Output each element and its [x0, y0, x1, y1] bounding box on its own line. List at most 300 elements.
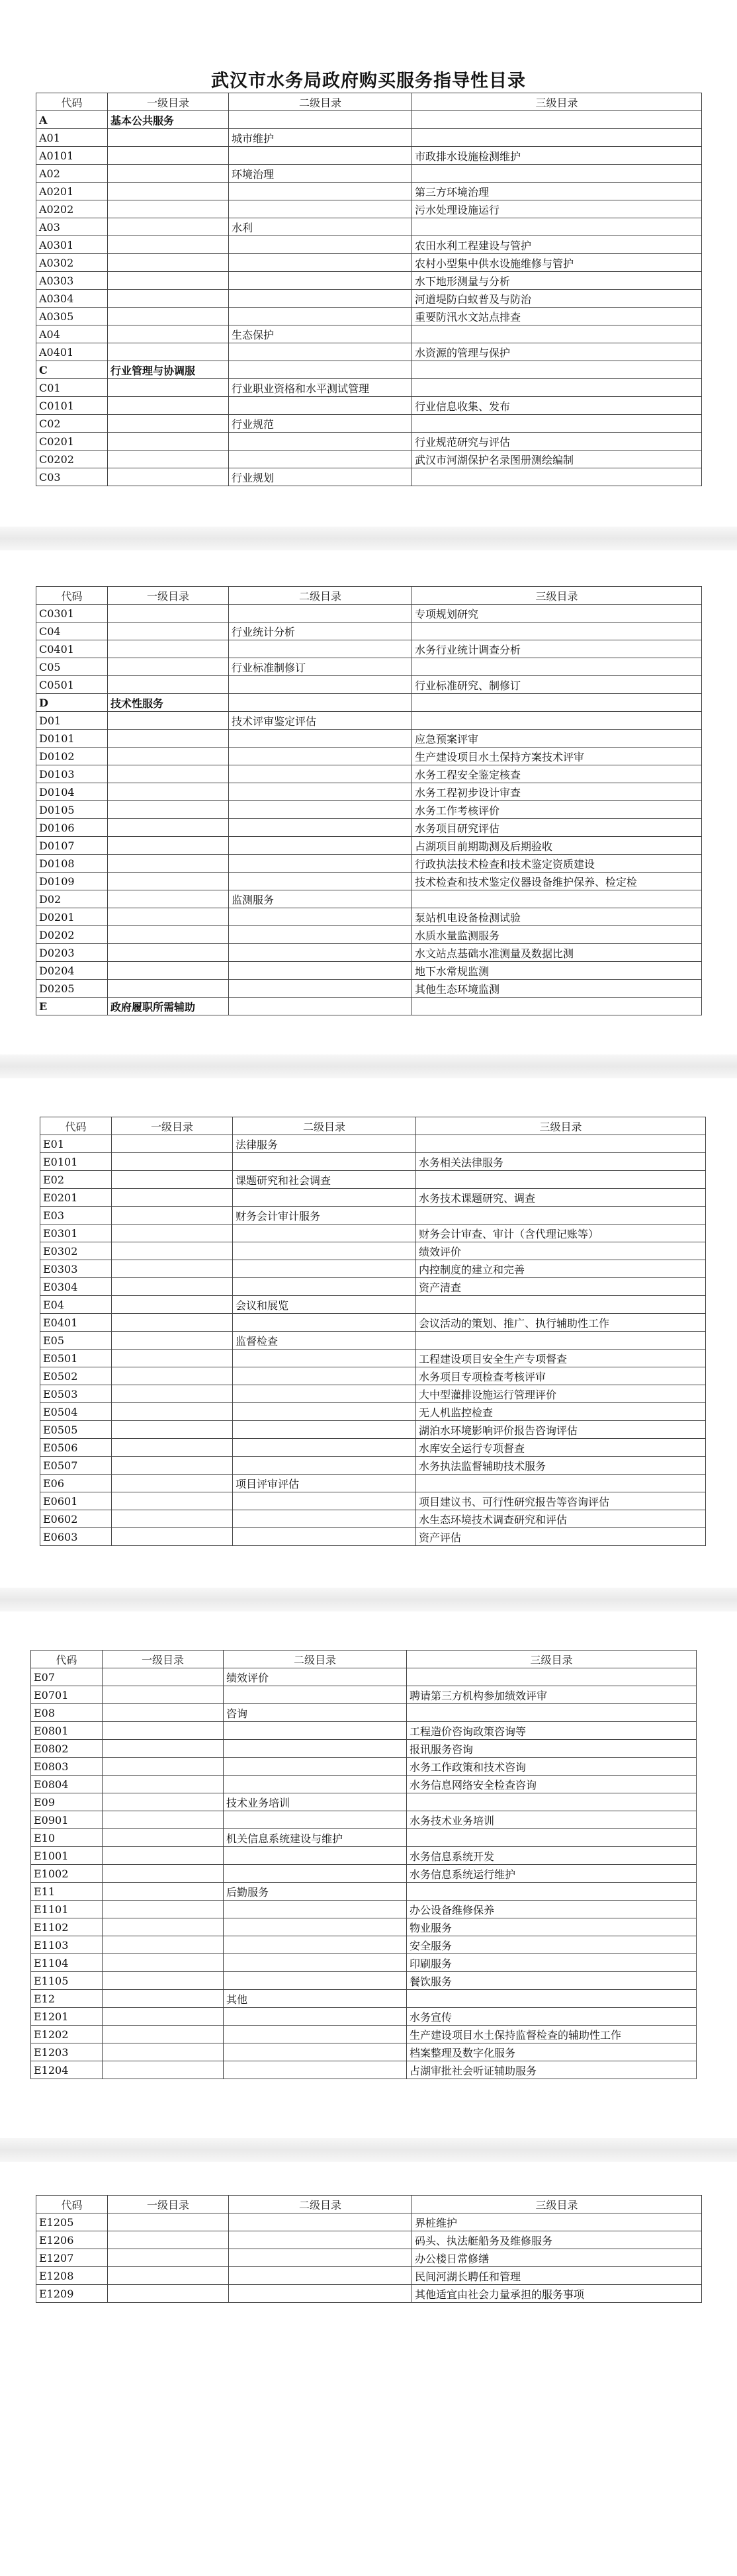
table-row: [31, 1936, 697, 1954]
table-row: [40, 1296, 706, 1314]
table-row: [36, 676, 702, 694]
table-row: [40, 1242, 706, 1260]
level2-cell: [233, 1510, 416, 1528]
level1-cell: [103, 1901, 224, 1918]
table-row: [36, 962, 702, 980]
table-row: [40, 1171, 706, 1189]
code-cell: E0701: [31, 1686, 103, 1704]
level3-cell: 生产建设项目水土保持方案技术评审: [412, 748, 702, 765]
level3-cell: 民间河湖长聘任和管理: [412, 2267, 702, 2285]
level3-cell: 占湖审批社会听证辅助服务: [407, 2061, 697, 2079]
level2-cell: 课题研究和社会调查: [233, 1171, 416, 1189]
level2-cell: [233, 1385, 416, 1403]
code-cell: A0304: [36, 290, 108, 308]
level2-cell: [229, 343, 412, 361]
level3-cell: [412, 165, 702, 183]
code-cell: A0401: [36, 343, 108, 361]
code-cell: E1002: [31, 1865, 103, 1883]
level1-cell: [103, 1865, 224, 1883]
level1-cell: [108, 962, 229, 980]
level1-cell: [103, 1668, 224, 1686]
level3-cell: 水务执法监督辅助技术服务: [416, 1457, 706, 1475]
level3-cell: [407, 1883, 697, 1901]
level3-cell: 水下地形测量与分析: [412, 272, 702, 290]
level3-cell: [412, 623, 702, 640]
code-cell: D01: [36, 712, 108, 730]
level3-cell: [412, 890, 702, 908]
level2-cell: [233, 1350, 416, 1367]
level3-cell: 印刷服务: [407, 1954, 697, 1972]
table-row: [36, 819, 702, 837]
table-row: [40, 1189, 706, 1207]
code-cell: A0201: [36, 183, 108, 200]
table-row: [31, 1883, 697, 1901]
level2-cell: [233, 1367, 416, 1385]
code-cell: E11: [31, 1883, 103, 1901]
level3-cell: 报讯服务咨询: [407, 1740, 697, 1758]
level2-cell: 技术业务培训: [224, 1793, 407, 1811]
column-header: 三级目录: [412, 93, 702, 111]
level2-cell: [233, 1421, 416, 1439]
code-cell: E0506: [40, 1439, 112, 1457]
level3-cell: 办公设备维修保养: [407, 1901, 697, 1918]
level2-cell: [233, 1528, 416, 1546]
code-cell: E12: [31, 1990, 103, 2008]
table-row: [36, 926, 702, 944]
level1-cell: [108, 605, 229, 623]
table-row: [31, 2043, 697, 2061]
table-row: [36, 2285, 702, 2303]
code-cell: E03: [40, 1207, 112, 1224]
code-cell: E09: [31, 1793, 103, 1811]
table-row: [36, 308, 702, 325]
code-cell: C0201: [36, 433, 108, 451]
table-row: [31, 1847, 697, 1865]
column-header: 二级目录: [229, 587, 412, 605]
level2-cell: [229, 290, 412, 308]
level3-cell: 水务相关法律服务: [416, 1153, 706, 1171]
column-header: 代码: [36, 587, 108, 605]
table-row: [36, 2267, 702, 2285]
level3-cell: 水务信息系统运行维护: [407, 1865, 697, 1883]
code-cell: E0901: [31, 1811, 103, 1829]
level1-cell: [108, 343, 229, 361]
level2-cell: [229, 676, 412, 694]
level2-cell: [229, 783, 412, 801]
level3-cell: 水务宣传: [407, 2008, 697, 2026]
level3-cell: 内控制度的建立和完善: [416, 1260, 706, 1278]
level3-cell: 水务行业统计调查分析: [412, 640, 702, 658]
level1-cell: [108, 183, 229, 200]
column-header: 一级目录: [108, 93, 229, 111]
level1-cell: [108, 765, 229, 783]
code-cell: C04: [36, 623, 108, 640]
code-cell: A: [36, 111, 108, 129]
level1-cell: [108, 218, 229, 236]
level1-cell: [108, 890, 229, 908]
table-row: [36, 2249, 702, 2267]
level2-cell: [229, 2231, 412, 2249]
level3-cell: 资产清查: [416, 1278, 706, 1296]
level3-cell: [407, 1990, 697, 2008]
level3-cell: 湖泊水环境影响评价报告咨询评估: [416, 1421, 706, 1439]
table-row: [36, 855, 702, 873]
column-header: 三级目录: [407, 1651, 697, 1668]
level3-cell: [416, 1171, 706, 1189]
level1-cell: [112, 1385, 233, 1403]
level3-cell: 重要防汛水文站点排查: [412, 308, 702, 325]
code-cell: E0401: [40, 1314, 112, 1332]
catalog-table: [36, 586, 702, 1015]
code-cell: D0106: [36, 819, 108, 837]
code-cell: E1209: [36, 2285, 108, 2303]
table-row: [36, 451, 702, 468]
table-row: [36, 129, 702, 147]
table-row: [31, 1829, 697, 1847]
table-row: [31, 1954, 697, 1972]
column-header: 三级目录: [412, 2196, 702, 2213]
table-row: [40, 1314, 706, 1332]
table-row: [36, 890, 702, 908]
table-row: [31, 1918, 697, 1936]
table-row: [36, 765, 702, 783]
level2-cell: 后勤服务: [224, 1883, 407, 1901]
level2-cell: [229, 254, 412, 272]
level3-cell: 行政执法技术检查和技术鉴定资质建设: [412, 855, 702, 873]
table-row: [36, 218, 702, 236]
level2-cell: [224, 2043, 407, 2061]
level1-cell: [108, 2285, 229, 2303]
level1-cell: [108, 2231, 229, 2249]
level1-cell: [112, 1457, 233, 1475]
code-cell: E1202: [31, 2026, 103, 2043]
level2-cell: [224, 1776, 407, 1793]
level2-cell: [224, 2008, 407, 2026]
column-header: 代码: [36, 93, 108, 111]
table-row: [36, 2213, 702, 2231]
code-cell: E0304: [40, 1278, 112, 1296]
table-row: [31, 1990, 697, 2008]
table-row: [36, 147, 702, 165]
table-row: [36, 236, 702, 254]
table-row: [36, 183, 702, 200]
table-row: [40, 1385, 706, 1403]
level2-cell: 水利: [229, 218, 412, 236]
level1-cell: [103, 1883, 224, 1901]
table-row: [31, 1704, 697, 1722]
level3-cell: [416, 1296, 706, 1314]
table-row: [40, 1135, 706, 1153]
level2-cell: [224, 1865, 407, 1883]
level1-cell: [108, 290, 229, 308]
level3-cell: 市政排水设施检测维护: [412, 147, 702, 165]
code-cell: A0302: [36, 254, 108, 272]
table-row: [31, 2061, 697, 2079]
column-header: 一级目录: [108, 2196, 229, 2213]
level2-cell: [224, 1901, 407, 1918]
code-cell: D0202: [36, 926, 108, 944]
table-row: [40, 1153, 706, 1171]
level1-cell: [108, 801, 229, 819]
table-row: [36, 605, 702, 623]
column-header: 代码: [40, 1117, 112, 1135]
level1-cell: [103, 2008, 224, 2026]
table-row: [36, 343, 702, 361]
table-row: [40, 1510, 706, 1528]
code-cell: E0201: [40, 1189, 112, 1207]
table-header-row: [36, 587, 702, 605]
level1-cell: [112, 1492, 233, 1510]
code-cell: D0204: [36, 962, 108, 980]
code-cell: E1201: [31, 2008, 103, 2026]
level1-cell: [108, 433, 229, 451]
code-cell: D02: [36, 890, 108, 908]
table-row: [40, 1278, 706, 1296]
table-row: [36, 801, 702, 819]
level2-cell: [229, 2267, 412, 2285]
level3-cell: [412, 111, 702, 129]
level2-cell: 行业统计分析: [229, 623, 412, 640]
level3-cell: 水务工作政策和技术咨询: [407, 1758, 697, 1776]
level3-cell: 水务技术业务培训: [407, 1811, 697, 1829]
code-cell: C0501: [36, 676, 108, 694]
level2-cell: [229, 640, 412, 658]
level2-cell: [229, 308, 412, 325]
table-row: [31, 1972, 697, 1990]
level3-cell: 安全服务: [407, 1936, 697, 1954]
level2-cell: [229, 748, 412, 765]
table-row: [36, 640, 702, 658]
level2-cell: [229, 183, 412, 200]
code-cell: A0305: [36, 308, 108, 325]
level1-cell: [103, 1704, 224, 1722]
table-header-row: [31, 1651, 697, 1668]
code-cell: E02: [40, 1171, 112, 1189]
code-cell: E0505: [40, 1421, 112, 1439]
table-row: [36, 272, 702, 290]
level1-cell: [108, 308, 229, 325]
code-cell: C0101: [36, 397, 108, 415]
level3-cell: 水务工程初步设计审查: [412, 783, 702, 801]
level1-cell: [112, 1314, 233, 1332]
table-row: [36, 712, 702, 730]
level2-cell: [229, 998, 412, 1015]
level1-cell: [112, 1528, 233, 1546]
level2-cell: [229, 855, 412, 873]
level1-cell: [103, 1722, 224, 1740]
level2-cell: [229, 694, 412, 712]
code-cell: E08: [31, 1704, 103, 1722]
level3-cell: [407, 1704, 697, 1722]
level1-cell: [103, 2043, 224, 2061]
level2-cell: [224, 1847, 407, 1865]
table-row: [31, 1668, 697, 1686]
level3-cell: 水务信息系统开发: [407, 1847, 697, 1865]
table-row: [36, 873, 702, 890]
level2-cell: 监测服务: [229, 890, 412, 908]
code-cell: E1206: [36, 2231, 108, 2249]
table-row: [36, 165, 702, 183]
code-cell: E07: [31, 1668, 103, 1686]
code-cell: D0102: [36, 748, 108, 765]
table-row: [31, 1776, 697, 1793]
table-row: [36, 658, 702, 676]
level2-cell: 行业规划: [229, 468, 412, 486]
page-separator: [0, 527, 737, 550]
code-cell: E1104: [31, 1954, 103, 1972]
level3-cell: 财务会计审查、审计（含代理记账等）: [416, 1224, 706, 1242]
level2-cell: 财务会计审计服务: [233, 1207, 416, 1224]
code-cell: C0301: [36, 605, 108, 623]
column-header: 一级目录: [108, 587, 229, 605]
level1-cell: [108, 325, 229, 343]
code-cell: D0101: [36, 730, 108, 748]
level3-cell: 工程建设项目安全生产专项督查: [416, 1350, 706, 1367]
table-row: [31, 1686, 697, 1704]
level3-cell: 行业规范研究与评估: [412, 433, 702, 451]
level3-cell: 水库安全运行专项督查: [416, 1439, 706, 1457]
level2-cell: [233, 1189, 416, 1207]
code-cell: C: [36, 361, 108, 379]
level2-cell: [229, 433, 412, 451]
table-row: [40, 1528, 706, 1546]
code-cell: E1103: [31, 1936, 103, 1954]
level1-cell: [103, 1918, 224, 1936]
level3-cell: 行业标准研究、制修订: [412, 676, 702, 694]
level3-cell: [412, 379, 702, 397]
level1-cell: [112, 1475, 233, 1492]
level2-cell: [233, 1403, 416, 1421]
level1-cell: [103, 1793, 224, 1811]
code-cell: D0107: [36, 837, 108, 855]
level1-cell: [112, 1242, 233, 1260]
code-cell: E1102: [31, 1918, 103, 1936]
table-row: [36, 980, 702, 998]
level1-cell: [108, 2213, 229, 2231]
level3-cell: 水资源的管理与保护: [412, 343, 702, 361]
table-row: [40, 1457, 706, 1475]
code-cell: E0803: [31, 1758, 103, 1776]
column-header: 一级目录: [103, 1651, 224, 1668]
level1-cell: [103, 2026, 224, 2043]
code-cell: E0101: [40, 1153, 112, 1171]
table-header-row: [36, 93, 702, 111]
page-separator: [0, 2138, 737, 2162]
column-header: 代码: [31, 1651, 103, 1668]
level1-cell: [112, 1171, 233, 1189]
level1-cell: [112, 1153, 233, 1171]
level1-cell: [103, 1972, 224, 1990]
table-row: [36, 908, 702, 926]
table-row: [36, 694, 702, 712]
table-row: [40, 1421, 706, 1439]
code-cell: E0502: [40, 1367, 112, 1385]
code-cell: C0401: [36, 640, 108, 658]
level3-cell: [407, 1668, 697, 1686]
column-header: 二级目录: [224, 1651, 407, 1668]
level2-cell: [229, 2213, 412, 2231]
level2-cell: [229, 980, 412, 998]
level1-cell: [103, 1758, 224, 1776]
level1-cell: [112, 1421, 233, 1439]
level2-cell: [229, 361, 412, 379]
level2-cell: [224, 1936, 407, 1954]
level3-cell: 占湖项目前期勘测及后期验收: [412, 837, 702, 855]
level3-cell: [407, 1793, 697, 1811]
level2-cell: [224, 1811, 407, 1829]
code-cell: D0104: [36, 783, 108, 801]
table-row: [31, 1901, 697, 1918]
level3-cell: 第三方环境治理: [412, 183, 702, 200]
level2-cell: [229, 451, 412, 468]
level3-cell: 水务信息网络安全检查咨询: [407, 1776, 697, 1793]
level3-cell: 其他适宜由社会力量承担的服务事项: [412, 2285, 702, 2303]
code-cell: E1208: [36, 2267, 108, 2285]
level2-cell: [224, 1686, 407, 1704]
table-row: [36, 200, 702, 218]
code-cell: D0203: [36, 944, 108, 962]
level3-cell: 水务项目专项检查考核评审: [416, 1367, 706, 1385]
level2-cell: [224, 2026, 407, 2043]
code-cell: E05: [40, 1332, 112, 1350]
table-row: [40, 1367, 706, 1385]
level2-cell: 机关信息系统建设与维护: [224, 1829, 407, 1847]
level3-cell: 水务工作考核评价: [412, 801, 702, 819]
level1-cell: [108, 415, 229, 433]
table-row: [36, 290, 702, 308]
catalog-table: [36, 2195, 702, 2303]
column-header: 一级目录: [112, 1117, 233, 1135]
level2-cell: [224, 1722, 407, 1740]
code-cell: E01: [40, 1135, 112, 1153]
level2-cell: [229, 2249, 412, 2267]
level1-cell: 政府履职所需辅助: [108, 998, 229, 1015]
code-cell: A0303: [36, 272, 108, 290]
level1-cell: [103, 1954, 224, 1972]
level1-cell: [112, 1224, 233, 1242]
level2-cell: [229, 908, 412, 926]
code-cell: E10: [31, 1829, 103, 1847]
level2-cell: 法律服务: [233, 1135, 416, 1153]
code-cell: A02: [36, 165, 108, 183]
level2-cell: [233, 1260, 416, 1278]
code-cell: E0507: [40, 1457, 112, 1475]
level3-cell: 界桩维护: [412, 2213, 702, 2231]
code-cell: A04: [36, 325, 108, 343]
level3-cell: [407, 1829, 697, 1847]
table-row: [36, 944, 702, 962]
table-row: [40, 1332, 706, 1350]
level2-cell: 城市维护: [229, 129, 412, 147]
code-cell: D0108: [36, 855, 108, 873]
level3-cell: 办公楼日常修缮: [412, 2249, 702, 2267]
level2-cell: [229, 730, 412, 748]
level2-cell: 行业标准制修订: [229, 658, 412, 676]
level2-cell: [229, 765, 412, 783]
table-row: [31, 1722, 697, 1740]
column-header: 三级目录: [416, 1117, 706, 1135]
level3-cell: 武汉市河湖保护名录图册测绘编制: [412, 451, 702, 468]
code-cell: E0603: [40, 1528, 112, 1546]
level2-cell: 行业规范: [229, 415, 412, 433]
level2-cell: [229, 111, 412, 129]
code-cell: E0602: [40, 1510, 112, 1528]
table-row: [40, 1439, 706, 1457]
level3-cell: 会议活动的策划、推广、执行辅助性工作: [416, 1314, 706, 1332]
table-row: [40, 1350, 706, 1367]
code-cell: E1105: [31, 1972, 103, 1990]
level3-cell: 污水处理设施运行: [412, 200, 702, 218]
